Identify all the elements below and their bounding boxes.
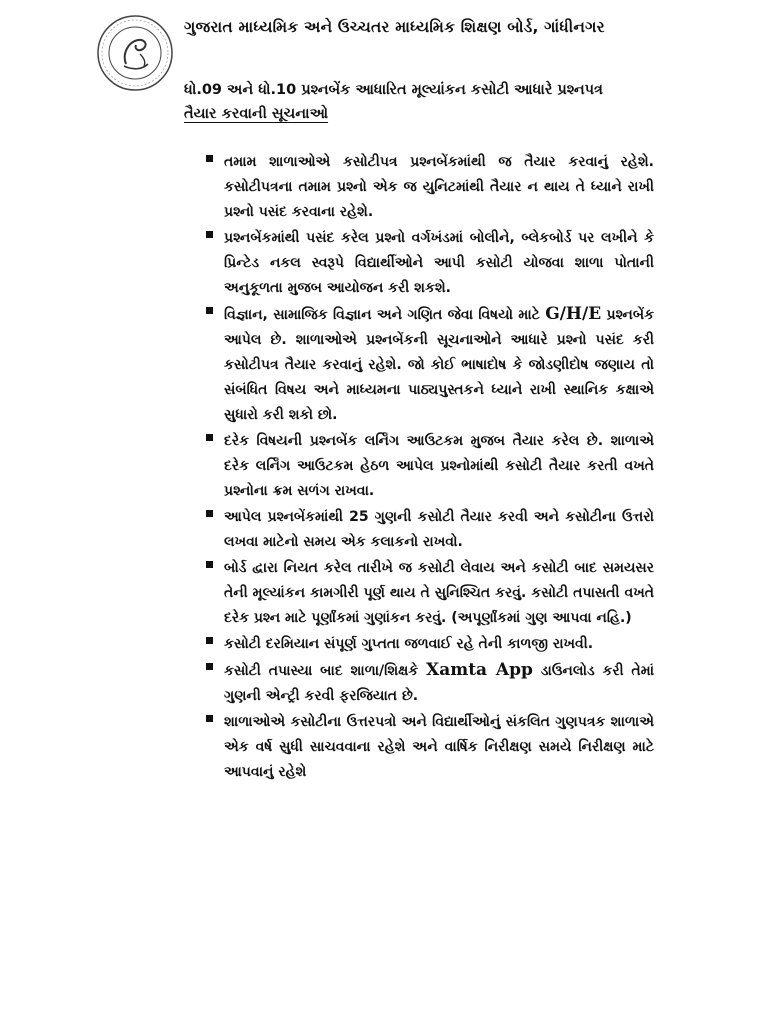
square-bullet-icon bbox=[206, 434, 213, 441]
board-emblem-icon bbox=[96, 14, 174, 92]
board-title: ગુજરાત માધ્યમિક અને ઉચ્ચતર માધ્યમિક શિક્ષણ બોર્ડ, ગાંધીનગર bbox=[184, 18, 605, 36]
square-bullet-icon bbox=[206, 637, 213, 644]
instruction-item bbox=[202, 226, 654, 301]
instruction-text: કસોટી તપાસ્યા બાદ શાળા/શિક્ષકે bbox=[224, 663, 426, 679]
square-bullet-icon bbox=[206, 510, 213, 517]
instruction-text: કસોટી દરમિયાન સંપૂર્ણ ગુપ્તતા જળવાઈ રહે તેની કાળજી રાખવી. bbox=[224, 636, 594, 652]
app-name: Xamta App bbox=[426, 660, 533, 680]
instruction-text: પ્રશ્નબેંકમાંથી પસંદ કરેલ પ્રશ્નો વર્ગખંડમાં બોલીને, બ્લેકબોર્ડ પર લખીને કે પ્રિન્ટેડ નકલ સ્વરૂપે વિદ્યાર્થીઓને આપી કસોટી યોજવા શાળા પોતાની અનુકૂળતા મુજબ આયોજન કરી શકશે. bbox=[224, 230, 654, 296]
square-bullet-icon bbox=[206, 663, 213, 670]
subject-codes: G/H/E bbox=[545, 304, 602, 324]
square-bullet-icon bbox=[206, 715, 213, 722]
instruction-item bbox=[202, 150, 654, 225]
instruction-text: ડાઉનલોડ કરી તેમાં ગુણની એન્ટ્રી કરવી ફરજિયાત છે. bbox=[224, 663, 655, 704]
square-bullet-icon bbox=[206, 155, 213, 162]
instruction-item bbox=[202, 710, 654, 785]
instruction-text: દરેક વિષયની પ્રશ્નબેંક લર્નિંગ આઉટકમ મુજબ તૈયાર કરેલ છે. શાળાએ દરેક લર્નિંગ આઉટકમ હેઠળ આપેલ પ્રશ્નોમાંથી કસોટી તૈયાર કરતી વખતે પ્રશ્નોના ક્રમ સળંગ રાખવા. bbox=[224, 433, 654, 499]
instruction-text: પ્રશ્નબેંક આપેલ છે. શાળાઓએ પ્રશ્નબેંકની સૂચનાઓને આધારે પ્રશ્નો પસંદ કરી કસોટીપત્ર તૈયાર કરવાનું રહેશે. જો કોઈ ભાષાદોષ કે જોડણીદોષ જણાય તો સંબંધિત વિષય અને માધ્યમના પાઠ્યપુસ્તકને ધ્યાને રાખી સ્થાનિક કક્ષાએ સુધારો કરી શકો છો. bbox=[224, 307, 654, 423]
document-heading-line-1: ધો.09 અને ધો.10 પ્રશ્નબેંક આધારિત મૂલ્યાંકન કસોટી આધારે પ્રશ્નપત્ર bbox=[184, 82, 603, 98]
instruction-item bbox=[202, 429, 654, 504]
instruction-item bbox=[202, 632, 654, 657]
instruction-text: વિજ્ઞાન, સામાજિક વિજ્ઞાન અને ગણિત જેવા વિષયો માટે bbox=[224, 307, 546, 323]
instruction-item bbox=[202, 302, 654, 428]
document-heading-line-2 bbox=[184, 102, 714, 126]
document-heading bbox=[184, 78, 714, 126]
instruction-text: શાળાઓએ કસોટીના ઉત્તરપત્રો અને વિદ્યાર્થીઓનું સંકલિત ગુણપત્રક શાળાએ એક વર્ષ સુધી સાચવવાના રહેશે અને વાર્ષિક નિરીક્ષણ સમયે નિરીક્ષણ માટે આપવાનું રહેશે bbox=[224, 714, 654, 780]
instruction-item bbox=[202, 556, 654, 631]
square-bullet-icon bbox=[206, 231, 213, 238]
instruction-item bbox=[202, 658, 654, 709]
instruction-text: આપેલ પ્રશ્નબેંકમાંથી 25 ગુણની કસોટી તૈયાર કરવી અને કસોટીના ઉત્તરો લખવા માટેનો સમય એક કલાકનો રાખવો. bbox=[224, 509, 654, 550]
square-bullet-icon bbox=[206, 561, 213, 568]
instructions-list bbox=[202, 150, 654, 786]
instruction-text: તમામ શાળાઓએ કસોટીપત્ર પ્રશ્નબેંકમાંથી જ તૈયાર કરવાનું રહેશે. કસોટીપત્રના તમામ પ્રશ્નો એક જ યુનિટમાંથી તૈયાર ન થાય તે ધ્યાને રાખી પ્રશ્નો પસંદ કરવાના રહેશે. bbox=[224, 154, 654, 220]
instruction-text: બોર્ડ દ્વારા નિયત કરેલ તારીખે જ કસોટી લેવાય અને કસોટી બાદ સમયસર તેની મૂલ્યાંકન કામગીરી પૂર્ણ થાય તે સુનિશ્ચિત કરવું. કસોટી તપાસતી વખતે દરેક પ્રશ્ન માટે પૂર્ણાંકમાં ગુણાંકન કરવું. (અપૂર્ણાંકમાં ગુણ આપવા નહિ.) bbox=[224, 560, 654, 626]
square-bullet-icon bbox=[206, 307, 213, 314]
document-heading-underlined: તૈયાર કરવાની સૂચનાઓ bbox=[184, 106, 329, 122]
instruction-item bbox=[202, 505, 654, 555]
